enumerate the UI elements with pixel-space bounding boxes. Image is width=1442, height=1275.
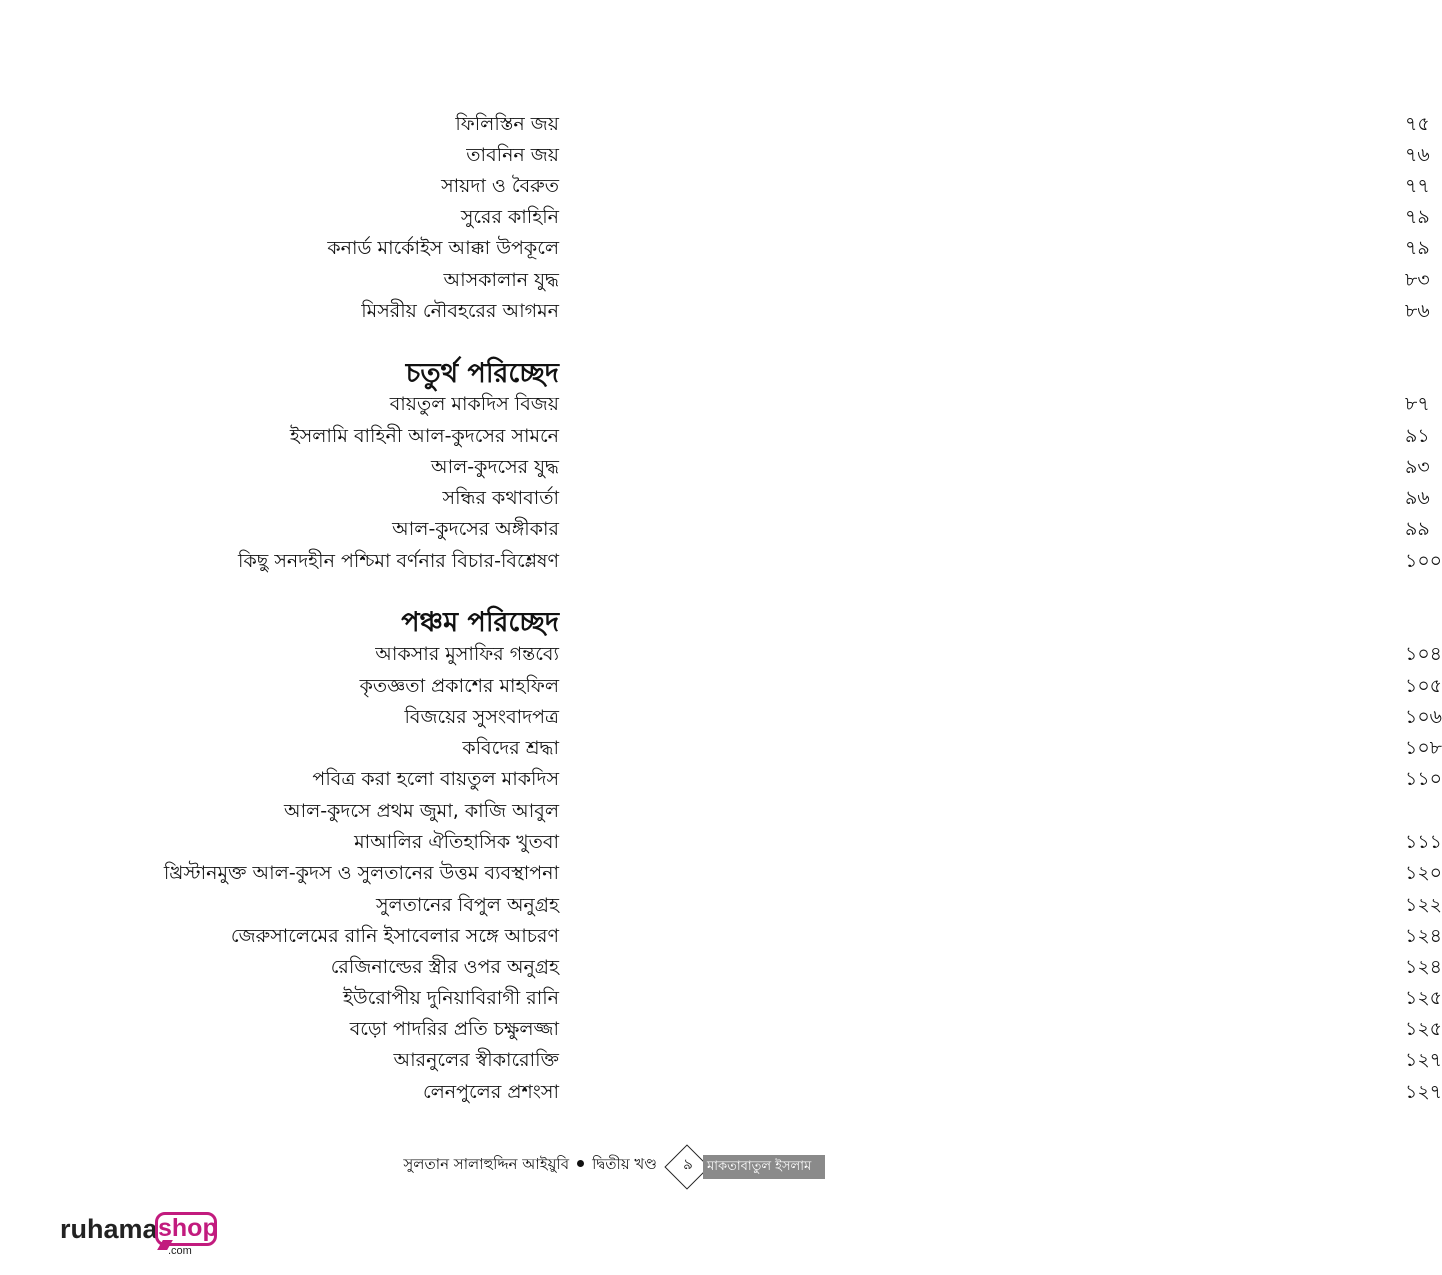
toc-entry-page: ১২৭ [1405, 1081, 1442, 1103]
toc-entry-page: ৯১ [1405, 425, 1430, 447]
toc-entry-title: সুলতানের বিপুল অনুগ্রহ [375, 894, 559, 916]
toc-entry-page: ১০০ [1405, 550, 1442, 572]
logo-shop-text: shop [155, 1212, 217, 1246]
toc-entry-title: মিসরীয় নৌবহরের আগমন [361, 300, 559, 322]
toc-entry-title: সুরের কাহিনি [460, 206, 559, 228]
toc-entry-title: কিছু সনদহীন পশ্চিমা বর্ণনার বিচার-বিশ্লেষণ [238, 550, 559, 572]
toc-entry-title: কৃতজ্ঞতা প্রকাশের মাহফিল [359, 675, 559, 697]
toc-entry-page: ১২৪ [1405, 956, 1442, 978]
toc-entry-title: সায়দা ও বৈরুত [441, 175, 559, 197]
toc-entry-page: ৭৫ [1405, 113, 1430, 135]
toc-entry-title: ইউরোপীয় দুনিয়াবিরাগী রানি [343, 987, 559, 1009]
toc-entry-page: ১২৫ [1405, 1018, 1442, 1040]
toc-entry-page: ১০৪ [1405, 643, 1442, 665]
page-number: ৯ [683, 1155, 693, 1173]
toc-entry-page: ৭৯ [1405, 206, 1430, 228]
ruhamashop-logo [60, 1212, 230, 1262]
footer-book-title: সুলতান সালাহুদ্দিন আইয়ুবি [403, 1155, 570, 1173]
toc-entry-title: বিজয়ের সুসংবাদপত্র [404, 706, 559, 728]
toc-entry-page: ৮৬ [1405, 300, 1430, 322]
toc-entry-title: পবিত্র করা হলো বায়তুল মাকদিস [312, 768, 559, 790]
toc-entry-title: কবিদের শ্রদ্ধা [462, 737, 559, 759]
logo-brand-text: ruhama [60, 1214, 158, 1244]
toc-entry-title: মাআলির ঐতিহাসিক খুতবা [354, 831, 559, 853]
toc-entry-page: ১০৮ [1405, 737, 1442, 759]
toc-entry-page: ১২৪ [1405, 925, 1442, 947]
toc-entry-page: ১১০ [1405, 768, 1442, 790]
chapter-heading-text: পঞ্চম পরিচ্ছেদ [401, 606, 559, 638]
toc-entry-title: আল-কুদসের অঙ্গীকার [392, 518, 559, 540]
toc-entry-page: ১২৭ [1405, 1049, 1442, 1071]
toc-entry-page: ৮৭ [1405, 393, 1430, 415]
toc-entry-page: ৭৭ [1405, 175, 1430, 197]
toc-entry-page: ৯৬ [1405, 487, 1430, 509]
toc-entry-title: রেজিনাল্ডের স্ত্রীর ওপর অনুগ্রহ [330, 956, 559, 978]
toc-entry-page: ৭৯ [1405, 237, 1430, 259]
toc-entry-title: ইসলামি বাহিনী আল-কুদসের সামনে [289, 425, 559, 447]
toc-entry-title: লেনপুলের প্রশংসা [422, 1081, 559, 1103]
toc-entry-title: আল-কুদসের যুদ্ধ [430, 456, 559, 478]
toc-entry-title: আসকালান যুদ্ধ [443, 269, 559, 291]
toc-entry-title: ফিলিস্তিন জয় [455, 113, 559, 135]
publisher-name: মাকতাবাতুল ইসলাম [703, 1155, 825, 1179]
toc-entry-title: সন্ধির কথাবার্তা [442, 487, 559, 509]
toc-entry-title: আরনুলের স্বীকারোক্তি [393, 1049, 559, 1071]
toc-entry-title: আকসার মুসাফির গন্তব্যে [375, 643, 559, 665]
toc-entry-page: ৯৩ [1405, 456, 1430, 478]
logo-domain-text: .com [168, 1245, 192, 1257]
toc-entry-page: ১০৫ [1405, 675, 1442, 697]
chapter-heading-text: চতুর্থ পরিচ্ছেদ [405, 357, 559, 389]
toc-entry-page: ১১১ [1405, 831, 1442, 853]
toc-entry-title: তাবনিন জয় [466, 144, 559, 166]
toc-entry-page: ১০৬ [1405, 706, 1442, 728]
toc-entry-page: ৯৯ [1405, 518, 1430, 540]
toc-entry-title: বায়তুল মাকদিস বিজয় [389, 393, 559, 415]
toc-entry-page: ১২৫ [1405, 987, 1442, 1009]
footer-volume: দ্বিতীয় খণ্ড [592, 1155, 657, 1173]
toc-entry-page: ১২২ [1405, 894, 1442, 916]
toc-entry-title: বড়ো পাদরির প্রতি চক্ষুলজ্জা [349, 1018, 559, 1040]
toc-entry-title: জেরুসালেমের রানি ইসাবেলার সঙ্গে আচরণ [230, 925, 559, 947]
bullet-separator-icon [577, 1160, 584, 1167]
toc-entry-title: কনার্ড মার্কোইস আক্কা উপকূলে [327, 237, 559, 259]
toc-entry-title: আল-কুদসে প্রথম জুমা, কাজি আবুল [283, 800, 559, 822]
footer-book-info [403, 1153, 657, 1178]
toc-entry-page: ৮৩ [1405, 269, 1430, 291]
toc-entry-page: ১২০ [1405, 862, 1442, 884]
page-footer [0, 1140, 825, 1200]
toc-entry-title: খ্রিস্টানমুক্ত আল-কুদস ও সুলতানের উত্তম ব্যবস্থাপনা [163, 862, 559, 884]
toc-entry-page: ৭৬ [1405, 144, 1430, 166]
